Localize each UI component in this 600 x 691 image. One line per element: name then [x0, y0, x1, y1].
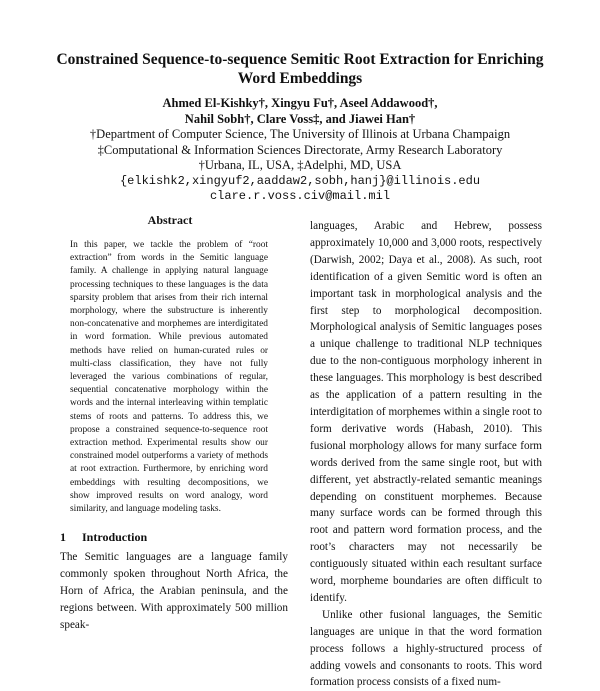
- affiliation-3: †Urbana, IL, USA, ‡Adelphi, MD, USA: [198, 158, 402, 172]
- section-title: Introduction: [82, 530, 148, 544]
- right-column: [310, 218, 542, 691]
- affiliation-1: †Department of Computer Science, The University of Illinois at Urbana Champaign: [89, 127, 511, 141]
- author-block: [40, 96, 560, 205]
- introduction-left-text: [60, 549, 288, 634]
- section-number: 1: [60, 530, 66, 544]
- author-names-line-1: Ahmed El-Kishky†, Xingyu Fu†, Aseel Addawood†,: [162, 96, 438, 110]
- email-line-2: clare.r.voss.civ@mail.mil: [209, 189, 391, 203]
- right-paragraph-1: languages, Arabic and Hebrew, possess approximately 10,000 and 3,000 roots, respectively (Darwish, 2002; Daya et al., 2008). As such, root identification of a given Semitic word is often an important task in morphological analysis and the first step to morphological decomposition. Morphological analysis of Semitic languages poses a unique challenge to traditional NLP techniques due to the non-contiguous morphology inherent in these languages. This morphology is best described as the application of a pattern resulting in the interdigitation of morphemes within a single root to form derivative words (Habash, 2010). This fusional morphology allows for many surface form words derived from the same single root, but with different, yet abstractly-related semantic meanings depending on constituent morphemes. Because many surface words can be formed through this root and pattern word formation process, and the root’s characters may not necessarily be contiguously situated within each resultant surface word, morpheme boundaries are often difficult to identify.: [310, 220, 542, 604]
- abstract-text: In this paper, we tackle the problem of “root extraction” from words in the Semitic language family. A challenge in applying natural language processing techniques to these languages is the data sparsity problem that arises from their rich internal morphology, where the substructure is inherently non-concatenative and morphemes are interdigitated in word formation. While previous automated methods have relied on human-curated rules or multi-class classification, they have not fully leveraged the various combinations of regular, sequential concatenative morphology within the words and the internal interleaving within templatic stems of roots and patterns. To address this, we propose a constrained sequence-to-sequence root extraction method. Experimental results show our constrained model outperforms a variety of methods at root extraction. Furthermore, by enriching word embeddings with resulting decompositions, we show improved results on word analogy, word similarity, and language modeling tasks.: [70, 240, 268, 515]
- intro-paragraph: The Semitic languages are a language family commonly spoken throughout North Africa, the Horn of Africa, the Arabian peninsula, and the regions between. With approximately 500 million speak-: [60, 551, 288, 631]
- paper-title: Constrained Sequence-to-sequence Semitic Root Extraction for Enriching Word Embeddings: [56, 51, 544, 87]
- right-paragraph-2: Unlike other fusional languages, the Semitic languages are unique in that the word formation process follows a highly-structured process of adding vowels and consonants to roots. This word formation process consists of a fixed num-: [310, 608, 542, 689]
- abstract-section: [60, 213, 280, 516]
- affiliation-2: ‡Computational & Information Sciences Directorate, Army Research Laboratory: [97, 142, 503, 157]
- email-line-1: {elkishk2,xingyuf2,aaddaw2,sobh,hanj}@illinois.edu: [119, 173, 481, 188]
- author-names-line-2: Nahil Sobh†, Clare Voss‡, and Jiawei Han†: [184, 111, 416, 126]
- introduction-heading: [60, 530, 280, 545]
- abstract-heading: Abstract: [147, 213, 193, 227]
